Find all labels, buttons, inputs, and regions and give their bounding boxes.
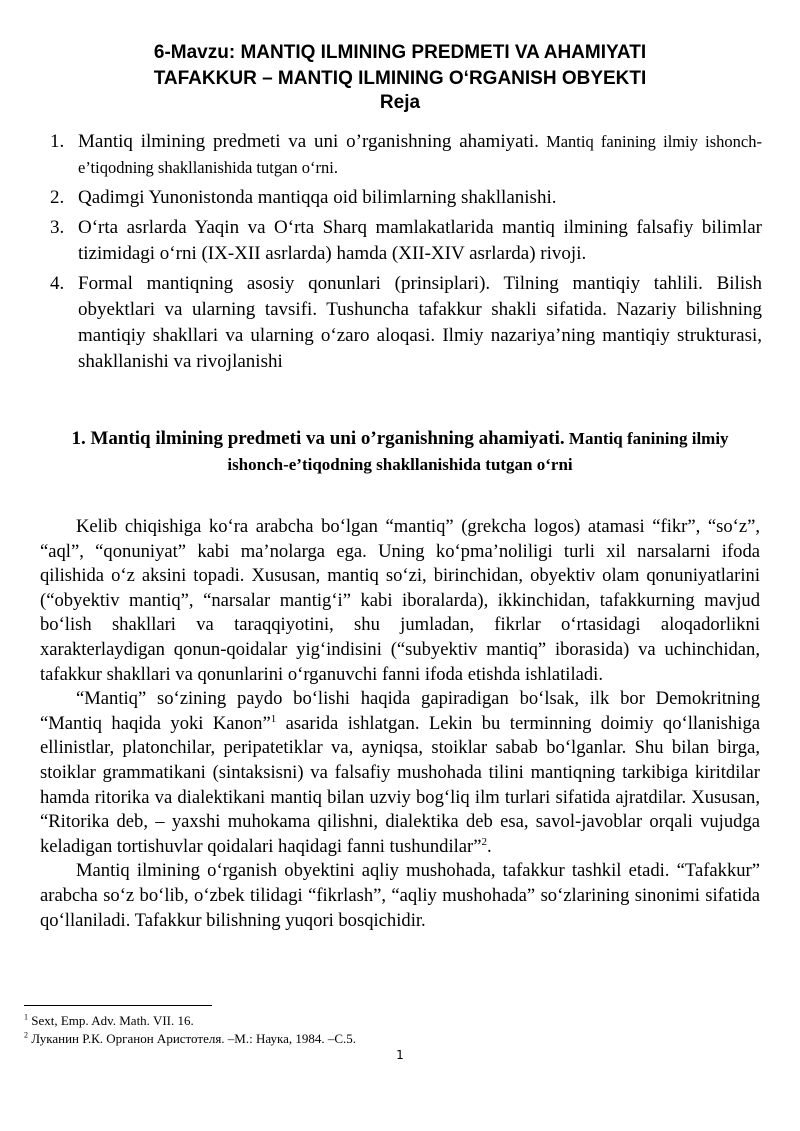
plan-item-text: O‘rta asrlarda Yaqin va O‘rta Sharq mamlakatlarida mantiq ilmining falsafiy bilimlar tizimidagi o‘rni (IX-XII asrlarda) hamda (XII-XIV asrlarda) rivoji. — [78, 217, 762, 264]
paragraph — [40, 687, 760, 859]
footnote-separator — [24, 1005, 212, 1006]
body-text — [40, 515, 760, 933]
footnote-mark: 1 — [24, 1012, 28, 1022]
footnote-ref[interactable]: 1 — [270, 712, 277, 725]
plan-item-number: 1. — [50, 131, 65, 152]
plan-item-number: 3. — [50, 217, 65, 238]
topic-subtitle: TAFAKKUR – MANTIQ ILMINING O‘RGANISH OBYEKTI — [153, 68, 647, 89]
section-heading — [40, 426, 760, 478]
plan-item-text: Formal mantiqning asosiy qonunlari (prinsiplari). Tilning mantiqiy tahlili. Bilish obyektlari va ularning tavsifi. Tushuncha tafakkur shakli sifatida. Nazariy bilishning mantiqiy shakllari va ularning o‘zaro aloqasi. Ilmiy nazariya’ning mantiqiy strukturasi, shakllanishi va rivojlanishi — [78, 273, 762, 372]
plan-item — [50, 185, 762, 211]
paragraph-text: asarida ishlatgan. Lekin bu terminning doimiy qo‘llanishiga ellinistlar, platonchilar, peripatetiklar va, ayniqsa, stoiklar sabab bo‘lganlar. Shu bilan birga, stoiklar grammatikani (sintaksisni) va falsafiy mushohada tilini mantiqning tarkibiga kiritdilar hamda ritorika va dialektikani mantiq bilan uzviy bog‘liq ilm turlari sifatida ajratdilar. Xususan, “Ritorika deb, – yaxshi muhokama qilishni, dialektika deb esa, savol-javoblar orqali vujudga keladigan tortishuvlar qoidalari haqidagi fanni tushundilar” — [40, 712, 760, 857]
footnote — [24, 1012, 194, 1030]
plan-list — [50, 129, 762, 379]
plan-item — [50, 271, 762, 375]
paragraph-text: . — [486, 835, 492, 857]
plan-item — [50, 129, 762, 181]
paragraph-text: “Mantiq” so‘zining paydo bo‘lishi haqida gapiradigan bo‘lsak, ilk bor Demokritning “Mantiq haqida yoki Kanon” — [40, 688, 760, 734]
paragraph: Kelib chiqishiga ko‘ra arabcha bo‘lgan “mantiq” (grekcha logos) atamasi “fikr”, “so‘z”, “aql”, “qonuniyat” kabi ma’nolarga ega. Uning ko‘pma’noliligi turli xil narsalarni ifoda qilishida o‘z aksini topadi. Xususan, mantiq so‘zi, birinchidan, obyektiv olam qonuniyatlarini (“obyektiv mantiq”, “narsalar mantig‘i” kabi iboralarda), ikkinchidan, tafakkurning mavjud bo‘lish shakllari va taraqqiyotini, shu jumladan, fikrlar o‘rtasidagi aloqadorlikni xarakterlaydigan qonun-qoidalar yig‘indisini (“subyektiv mantiq” iborasida) va uchinchidan, tafakkur shakllari va qonunlarini o‘rganuvchi fanni ifoda etishda ishlatiladi. — [40, 516, 760, 685]
plan-item-number: 4. — [50, 273, 65, 294]
footnote-ref[interactable]: 2 — [481, 835, 487, 848]
footnote-text: Луканин Р.К. Органон Аристотеля. –М.: Наука, 1984. –С.5. — [28, 1031, 357, 1046]
plan-item-extra: Mantiq fanining ilmiy ishonch-e’tiqodning shakllanishida tutgan o‘rni. — [78, 132, 762, 177]
section-heading-rest: Mantiq fanining ilmiy ishonch-e’tiqodning shakllanishida tutgan o‘rni — [227, 429, 729, 474]
section-heading-main: 1. Mantiq ilmining predmeti va uni o’rganishning ahamiyati. — [71, 428, 565, 449]
paragraph: Mantiq ilmining o‘rganish obyektini aqliy mushohada, tafakkur tashkil etadi. “Tafakkur” arabcha so‘z bo‘lib, o‘zbek tilidagi “fikrlash”, “aqliy mushohada” so‘zlarining sinonimi sifatida qo‘llaniladi. Tafakkur bilishning yuqori bosqichidir. — [40, 860, 760, 931]
topic-title: 6-Mavzu: MANTIQ ILMINING PREDMETI VA AHAMIYATI — [153, 42, 647, 63]
plan-item-number: 2. — [50, 187, 65, 208]
plan-item — [50, 215, 762, 267]
footnote — [24, 1030, 356, 1048]
footnote-mark: 2 — [24, 1030, 28, 1040]
footnote-text: Sext, Emp. Adv. Math. VII. 16. — [28, 1013, 194, 1028]
page-number: 1 — [396, 1048, 404, 1062]
plan-heading: Reja — [379, 92, 421, 113]
plan-item-text: Mantiq ilmining predmeti va uni o’rganishning ahamiyati. — [78, 131, 539, 152]
plan-item-text: Qadimgi Yunonistonda mantiqqa oid bilimlarning shakllanishi. — [78, 187, 557, 208]
